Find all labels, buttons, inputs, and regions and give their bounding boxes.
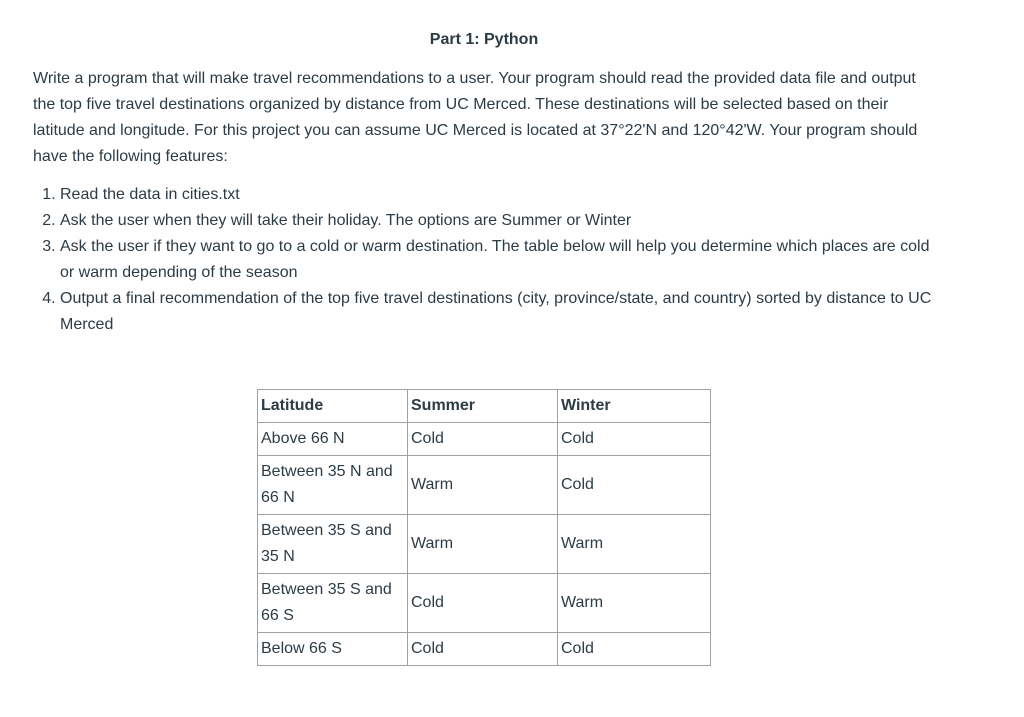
feature-item: 2. Ask the user when they will take their holiday. The options are Summer or Winter [60, 208, 938, 234]
latitude-cell: Between 35 S and 66 S [258, 574, 408, 633]
summer-cell: Cold [408, 633, 558, 666]
header-latitude: Latitude [258, 390, 408, 423]
summer-cell: Cold [408, 423, 558, 456]
header-summer: Summer [408, 390, 558, 423]
winter-cell: Warm [558, 574, 711, 633]
page-title: Part 1: Python [429, 31, 539, 48]
table-row [258, 633, 711, 666]
table-row [258, 423, 711, 456]
header-winter: Winter [558, 390, 711, 423]
season-temperature-table [257, 389, 711, 666]
latitude-cell: Between 35 N and 66 N [258, 456, 408, 515]
summer-cell: Warm [408, 456, 558, 515]
winter-cell: Cold [558, 423, 711, 456]
winter-cell: Cold [558, 456, 711, 515]
feature-list [33, 182, 938, 338]
summer-cell: Warm [408, 515, 558, 574]
table-row [258, 574, 711, 633]
table-header-row [258, 390, 711, 423]
winter-cell: Cold [558, 633, 711, 666]
summer-cell: Cold [408, 574, 558, 633]
latitude-cell: Between 35 S and 35 N [258, 515, 408, 574]
latitude-cell: Below 66 S [258, 633, 408, 666]
feature-item: 3. Ask the user if they want to go to a cold or warm destination. The table below will help you determine which places are cold or warm depending of the season [60, 234, 938, 286]
feature-item: 1. Read the data in cities.txt [60, 182, 938, 208]
table-row [258, 456, 711, 515]
latitude-cell: Above 66 N [258, 423, 408, 456]
table-row [258, 515, 711, 574]
intro-paragraph: Write a program that will make travel recommendations to a user. Your program should read the provided data file and output the top five travel destinations organized by distance from UC Merced. These destinations will be selected based on their latitude and longitude. For this project you can assume UC Merced is located at 37°22'N and 120°42'W. Your program should have the following features: [33, 70, 918, 165]
feature-item: 4. Output a final recommendation of the top five travel destinations (city, province/state, and country) sorted by distance to UC Merced [60, 286, 938, 338]
winter-cell: Warm [558, 515, 711, 574]
